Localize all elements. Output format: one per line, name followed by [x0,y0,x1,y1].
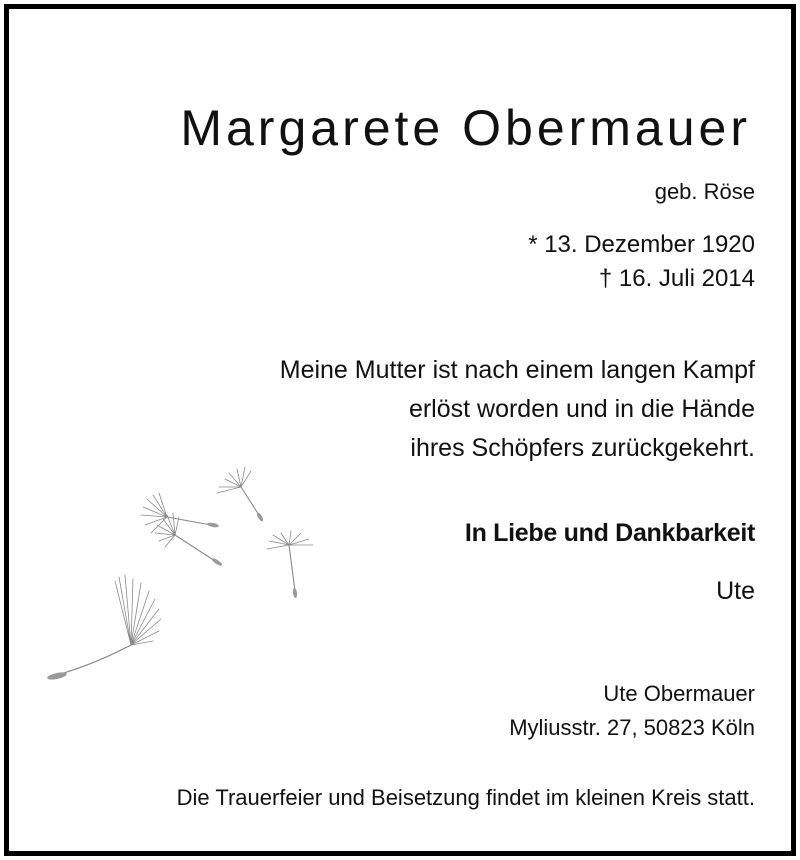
maiden-name: geb. Röse [654,179,755,204]
birth-date: * 13. Dezember 1920 [528,231,755,258]
quote-line: ihres Schöpfers zurückgekehrt. [410,434,755,462]
quote-line: Meine Mutter ist nach einem langen Kampf [279,356,755,384]
quote-line: erlöst worden und in die Hände [408,395,755,423]
seed-icon [47,575,161,681]
memorial-quote [280,351,755,468]
funeral-note: Die Trauerfeier und Beisetzung findet im kleinen Kreis statt. [176,785,755,810]
death-date: † 16. Juli 2014 [598,265,755,292]
deceased-name: Margarete Obermauer [180,100,751,156]
contact-address: Myliusstr. 27, 50823 Köln [509,715,755,740]
contact-name: Ute Obermauer [603,681,755,706]
dandelion-seeds-icon [39,449,319,689]
seed-icon [217,467,264,522]
seed-icon [267,531,313,598]
signature: Ute [716,577,755,605]
obituary-notice [4,4,796,856]
contact-block [509,677,755,745]
closing-phrase: In Liebe und Dankbarkeit [464,519,755,547]
seed-icon [141,493,219,533]
